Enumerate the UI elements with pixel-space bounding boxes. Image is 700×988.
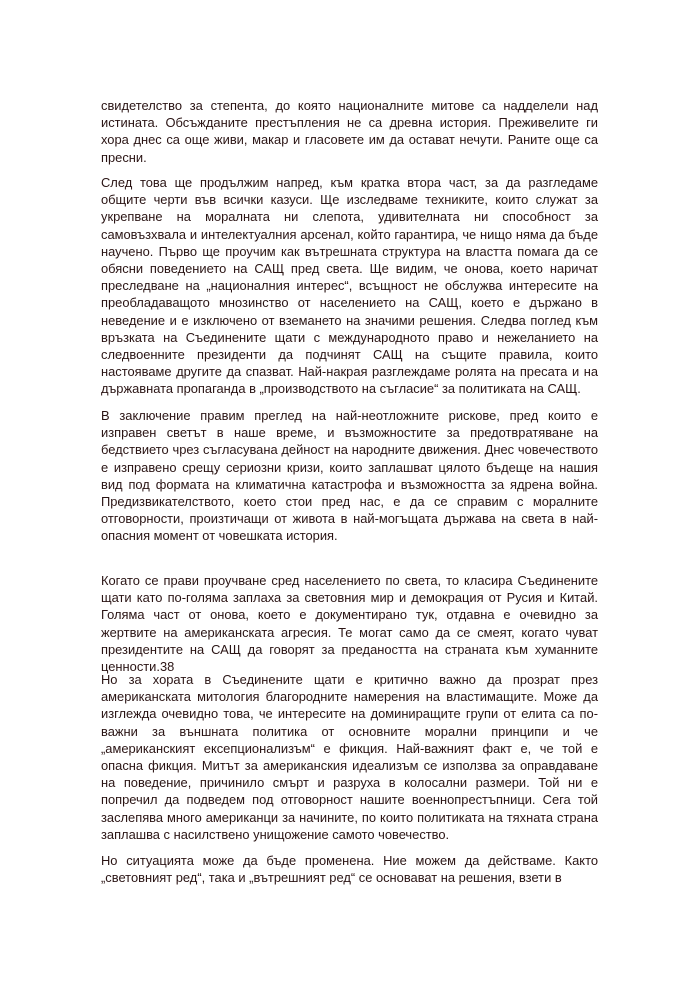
paragraph-6: Но ситуацията може да бъде променена. Ние можем да действаме. Както „световният ред“, така и „вътрешният ред“ се основават на решения, взети в — [101, 853, 598, 886]
paragraph-4: Когато се прави проучване сред населението по света, то класира Съединените щати като по-голяма заплаха за световния мир и демокрация от Русия и Китай. Голяма част от онова, което е документирано тук, отдавна е очевидно за жертвите на американската агресия. Те могат само да се смеят, когато чуват президентите на САЩ да говорят за предаността на страната към хуманните ценности.38 — [101, 573, 598, 675]
paragraph-1: свидетелство за степента, до която националните митове са надделели над истината. Обсъжданите престъпления не са древна история. Преживелите ги хора днес са още живи, макар и гласовете им да остават нечути. Раните още са пресни. — [101, 98, 598, 165]
paragraph-5: Но за хората в Съединените щати е критично важно да прозрат през американската митология благородните намерения на властимащите. Може да изглежда очевидно това, че интересите на доминиращите групи от елита са по-важни за външната политика от основните морални принципи и че „американският ексепционализъм“ е фикция. Най-важният факт е, че той е опасна фикция. Митът за американския идеализъм се използва за оправдаване на поведение, причинило смърт и разруха в колосални размери. Той ни е попречил да подведем под отговорност нашите военнопрестъпници. Сега той заслепява много американци за начините, по които политиката на тяхната страна заплашва с насилствено унищожение самото човечество. — [101, 672, 598, 842]
paragraph-3: В заключение правим преглед на най-неотложните рискове, пред които е изправен светът в наше време, и възможностите за предотвратяване на бедствието чрез съгласувана дейност на народните движения. Днес човечеството е изправено срещу сериозни кризи, които заплашват цялото бъдеще на нашия вид под формата на климатична катастрофа и възможността за ядрена война. Предизвикателството, което стои пред нас, е да се справим с моралните отговорности, произтичащи от живота в най-могъщата държава на света в най-опасния момент от човешката история. — [101, 408, 598, 544]
paragraph-2: След това ще продължим напред, към кратка втора част, за да разгледаме общите черти във всички казуси. Ще изследваме техниките, които служат за укрепване на моралната ни слепота, удивителната ни способност за самовъзхвала и интелектуалния арсенал, който гарантира, че нищо няма да бъде научено. Първо ще проучим как вътрешната структура на властта помага да се обясни поведението на САЩ пред света. Ще видим, че онова, което наричат преследване на „националния интерес“, всъщност не обслужва интересите на преобладаващото мнозинство от населението на САЩ, което е държано в неведение и е изключено от вземането на значими решения. Следва поглед към връзката на Съединените щати с международното право и нежеланието на следвоенните президенти да подчинят САЩ на същите правила, които настояваме другите да спазват. Най-накрая разглеждаме ролята на пресата и на държавната пропаганда в „производството на съгласие“ за политиката на САЩ. — [101, 175, 598, 397]
